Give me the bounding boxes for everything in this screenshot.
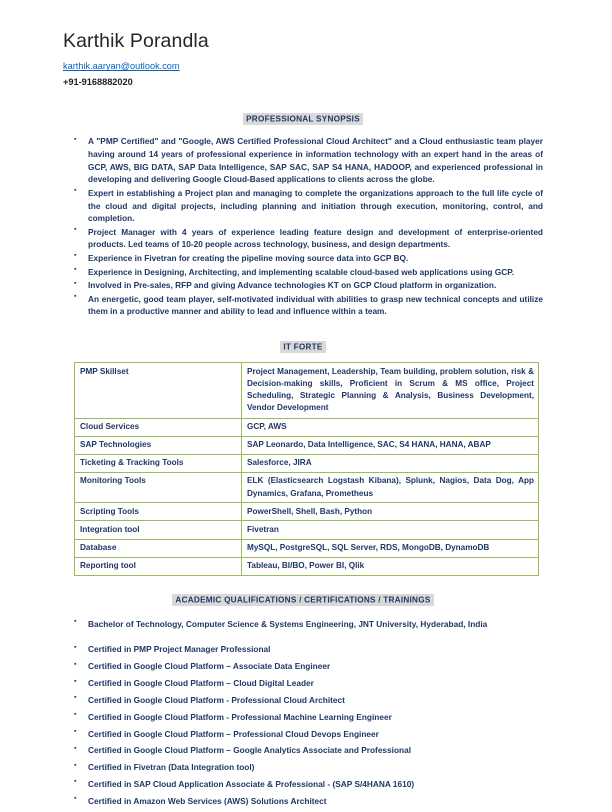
- it-forte-table: [74, 362, 539, 576]
- table-cell-value: MySQL, PostgreSQL, SQL Server, RDS, MongoDB, DynamoDB: [242, 539, 539, 557]
- list-item: ▪ Certified in Google Cloud Platform – Google Analytics Associate and Professional: [63, 744, 543, 756]
- list-item: ▪ Certified in Google Cloud Platform - Professional Cloud Architect: [63, 694, 543, 706]
- list-item: ▪ Project Manager with 4 years of experience leading feature design and development of enterprise-oriented products. Led teams of 10-20 people across technology, business, and design departments.: [63, 226, 543, 251]
- table-cell-value: Tableau, BI/BO, Power BI, Qlik: [242, 557, 539, 575]
- table-row: [75, 539, 539, 557]
- table-cell-value: SAP Leonardo, Data Intelligence, SAC, S4 HANA, HANA, ABAP: [242, 436, 539, 454]
- list-item: ▪ Experience in Designing, Architecting, and implementing scalable cloud-based web applications using GCP.: [63, 266, 543, 279]
- table-cell-value: Fivetran: [242, 521, 539, 539]
- list-item: ▪ An energetic, good team player, self-motivated individual with abilities to grasp new technical concepts and utilize them in a productive manner and ability to lead and influence within a team.: [63, 293, 543, 318]
- table-cell-key: Reporting tool: [75, 557, 242, 575]
- section-heading-academic: [63, 589, 543, 608]
- section-heading-it-forte-label: IT FORTE: [280, 341, 325, 353]
- list-item: ▪ Certified in Google Cloud Platform – Cloud Digital Leader: [63, 677, 543, 689]
- list-item: ▪ Certified in Google Cloud Platform – Associate Data Engineer: [63, 660, 543, 672]
- table-row: [75, 363, 539, 418]
- list-item: ▪ Certified in Google Cloud Platform - Professional Machine Learning Engineer: [63, 711, 543, 723]
- table-row: [75, 472, 539, 502]
- table-cell-value: GCP, AWS: [242, 418, 539, 436]
- academic-list: [63, 618, 543, 807]
- list-item: ▪ Certified in SAP Cloud Application Associate & Professional - (SAP S/4HANA 1610): [63, 778, 543, 790]
- table-cell-key: Scripting Tools: [75, 503, 242, 521]
- table-cell-key: Database: [75, 539, 242, 557]
- table-cell-key: SAP Technologies: [75, 436, 242, 454]
- candidate-name: Karthik Porandla: [63, 30, 209, 52]
- list-item: ▪ Involved in Pre-sales, RFP and giving Advance technologies KT on GCP Cloud platform in organization.: [63, 279, 543, 292]
- table-row: [75, 503, 539, 521]
- section-heading-synopsis: [63, 107, 543, 126]
- resume-content: [63, 30, 543, 812]
- list-item: ▪ Experience in Fivetran for creating the pipeline moving source data into GCP BQ.: [63, 252, 543, 265]
- table-cell-value: Project Management, Leadership, Team building, problem solution, risk & Decision-making skills, Proficient in Scrum & MS office, Project Scheduling, Strategic Planning & Analysis, Business Development, Vendor Development: [242, 363, 539, 418]
- synopsis-list: [63, 135, 543, 318]
- table-cell-value: Salesforce, JIRA: [242, 454, 539, 472]
- table-cell-key: Monitoring Tools: [75, 472, 242, 502]
- section-heading-synopsis-label: PROFESSIONAL SYNOPSIS: [243, 113, 363, 125]
- email-link[interactable]: karthik.aaryan@outlook.com: [63, 61, 180, 72]
- phone-number: +91-9168882020: [63, 77, 133, 88]
- list-item: ▪ Certified in Amazon Web Services (AWS) Solutions Architect: [63, 795, 543, 807]
- table-cell-key: PMP Skillset: [75, 363, 242, 418]
- table-cell-value: PowerShell, Shell, Bash, Python: [242, 503, 539, 521]
- list-item: ▪ Certified in PMP Project Manager Professional: [63, 643, 543, 655]
- list-item: ▪ A "PMP Certified" and "Google, AWS Certified Professional Cloud Architect" and a Cloud enthusiastic team player having around 14 years of professional experience in information technology with an expert hand in the areas of GCP, AWS, BIG DATA, SAP Data Intelligence, SAP SAC, SAP S4 HANA, HADOOP, and experienced professional in developing and delivering Google Cloud-Based applications to clients across the globe.: [63, 135, 543, 185]
- table-row: [75, 454, 539, 472]
- table-row: [75, 557, 539, 575]
- table-row: [75, 521, 539, 539]
- list-item: ▪ Expert in establishing a Project plan and managing to complete the organizations approach to the full life cycle of the cloud and digital projects, including planning and initiation through execution, monitoring, control, and completion.: [63, 187, 543, 225]
- table-cell-key: Integration tool: [75, 521, 242, 539]
- table-cell-key: Ticketing & Tracking Tools: [75, 454, 242, 472]
- table-cell-key: Cloud Services: [75, 418, 242, 436]
- section-heading-academic-label: ACADEMIC QUALIFICATIONS / CERTIFICATIONS / TRAININGS: [172, 594, 433, 606]
- table-cell-value: ELK (Elasticsearch Logstash Kibana), Splunk, Nagios, Data Dog, App Dynamics, Grafana, Prometheus: [242, 472, 539, 502]
- section-heading-it-forte: [63, 335, 543, 354]
- list-item: ▪ Certified in Google Cloud Platform – Professional Cloud Devops Engineer: [63, 728, 543, 740]
- header-block: [63, 30, 543, 89]
- list-item: ▪ Bachelor of Technology, Computer Science & Systems Engineering, JNT University, Hyderabad, India: [63, 618, 543, 630]
- table-row: [75, 418, 539, 436]
- table-row: [75, 436, 539, 454]
- list-item: ▪ Certified in Fivetran (Data Integration tool): [63, 761, 543, 773]
